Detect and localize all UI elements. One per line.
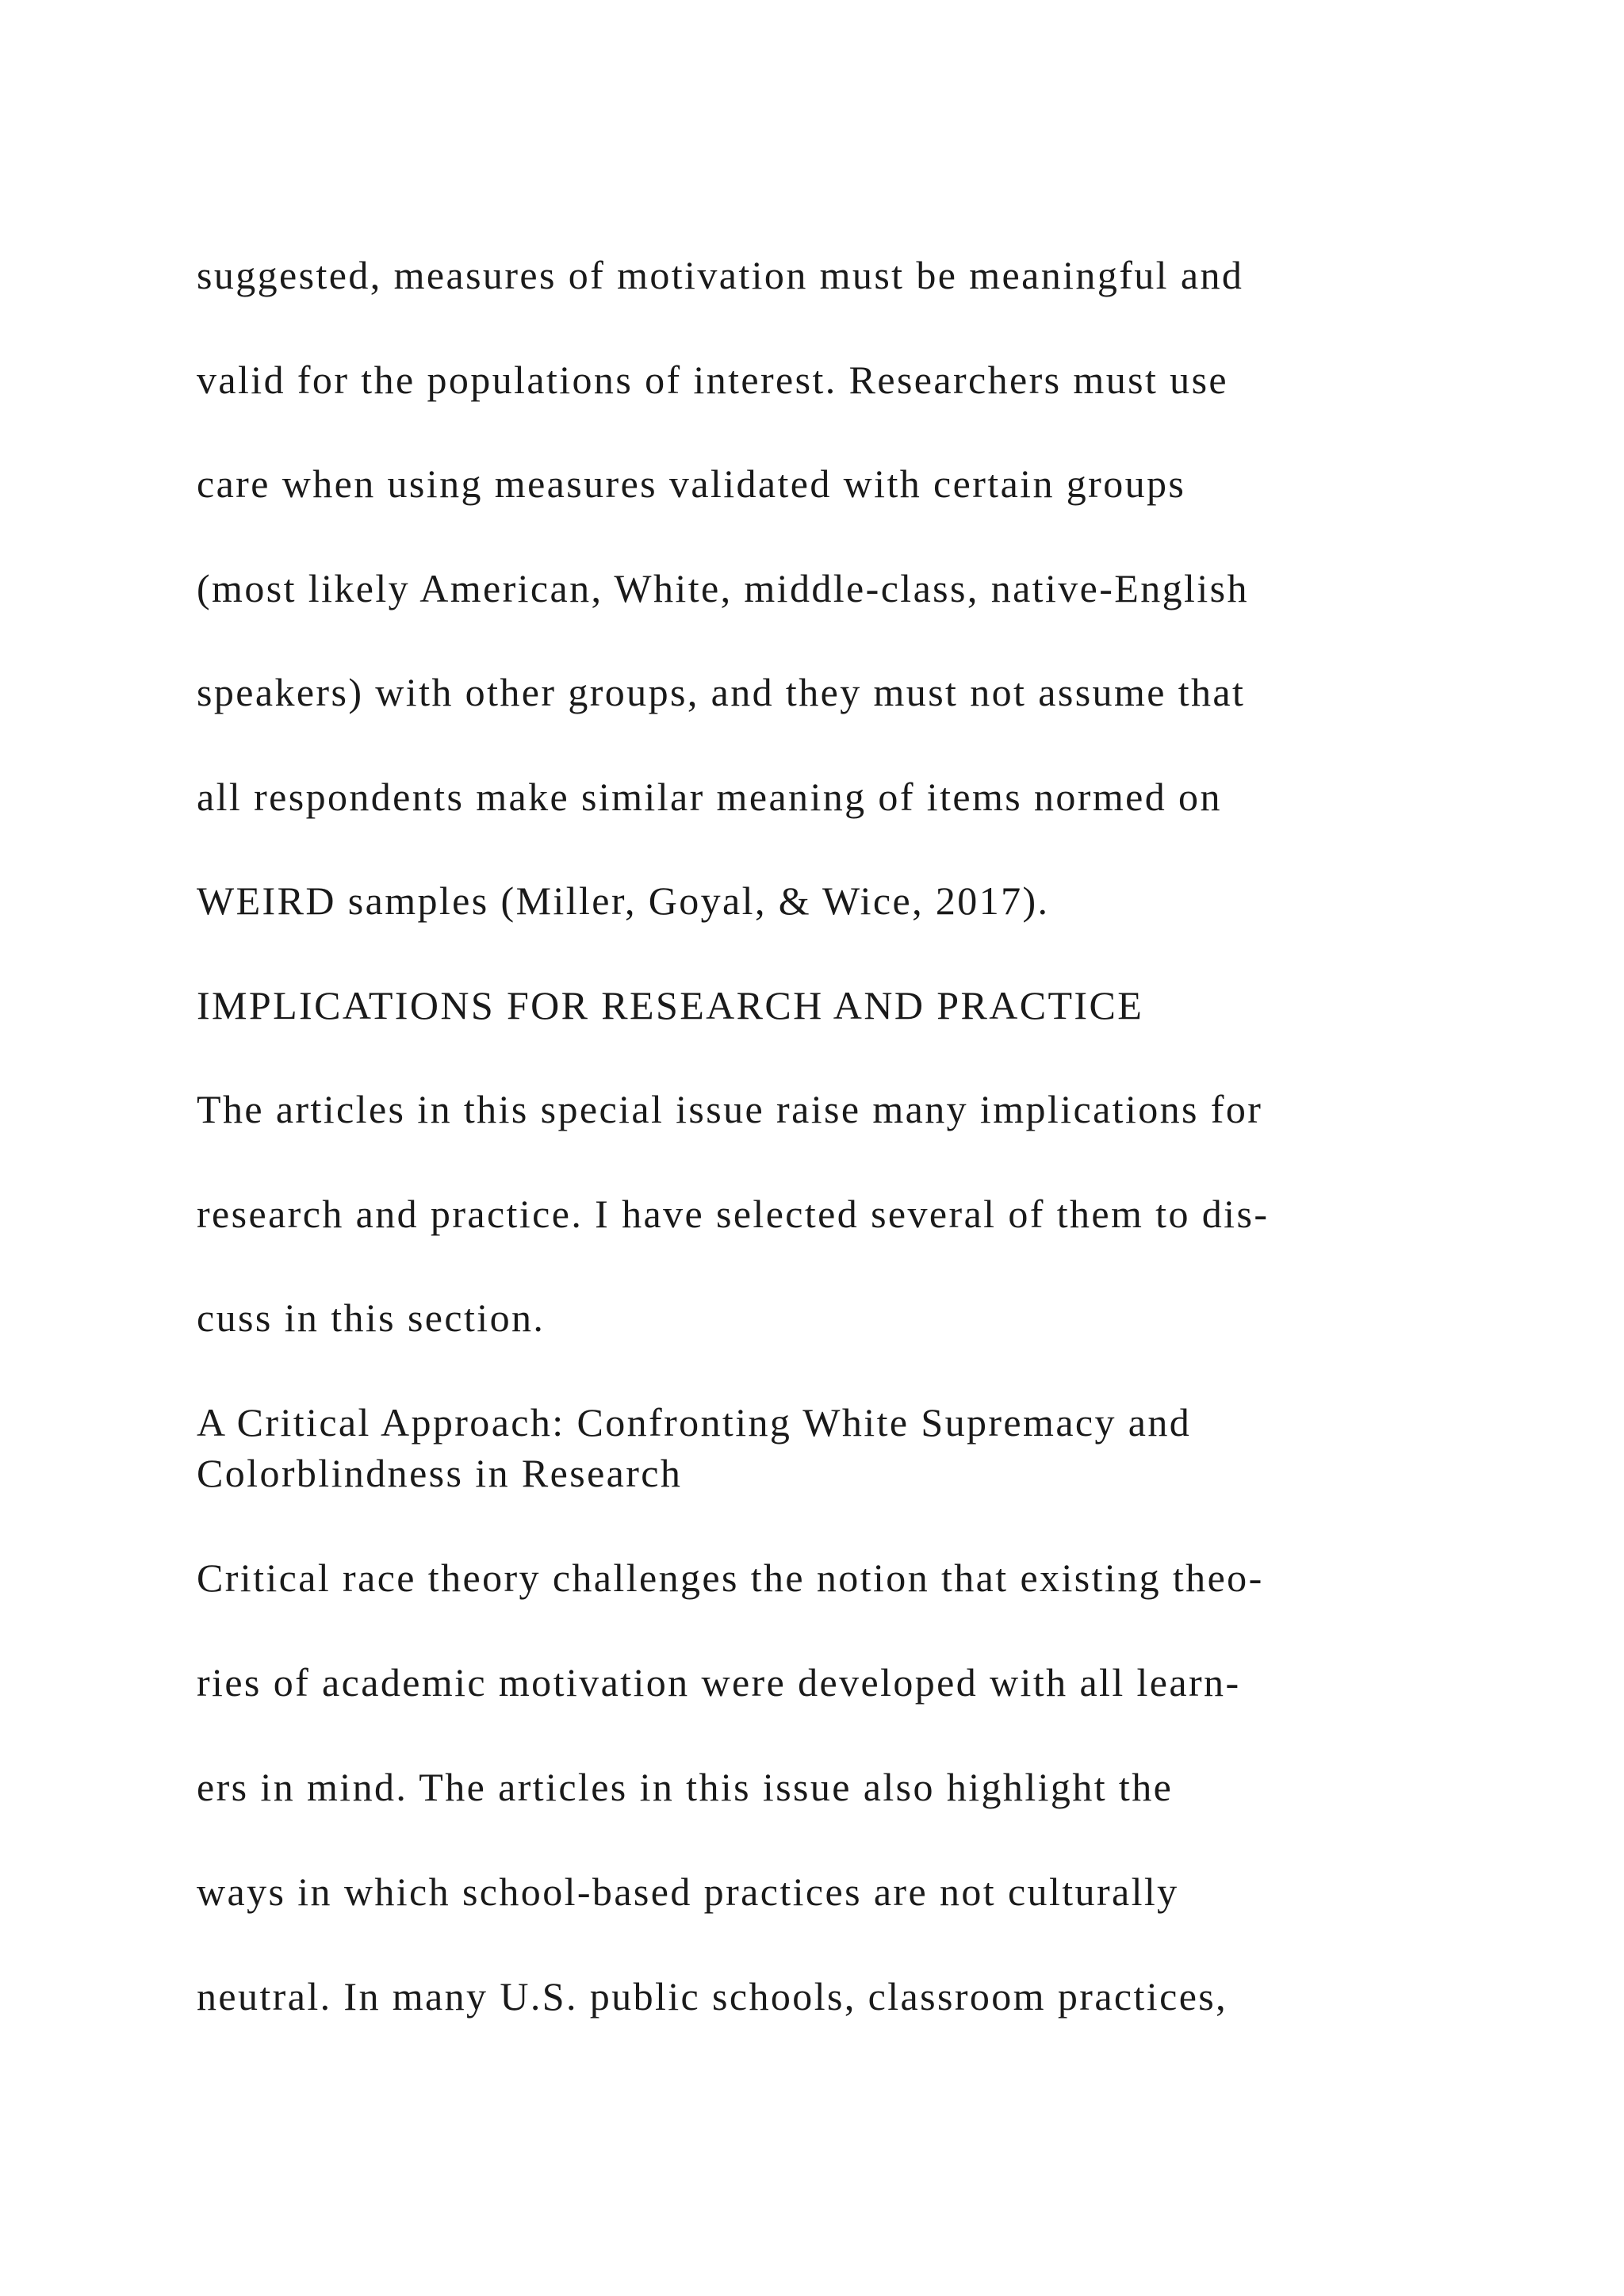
body-text-line: ways in which school-based practices are not culturally — [197, 1869, 1179, 1914]
body-text-line: cuss in this section. — [197, 1295, 546, 1340]
body-text-line: WEIRD samples (Miller, Goyal, & Wice, 2017). — [197, 878, 1050, 923]
subheading-line: A Critical Approach: Confronting White Supremacy and — [197, 1400, 1192, 1445]
body-text-line: valid for the populations of interest. Researchers must use — [197, 358, 1229, 402]
body-text-line: ers in mind. The articles in this issue also highlight the — [197, 1765, 1174, 1809]
body-text-line: all respondents make similar meaning of items normed on — [197, 775, 1222, 819]
body-text-line: research and practice. I have selected several of them to dis- — [197, 1192, 1270, 1236]
body-text-line: Critical race theory challenges the notion that existing theo- — [197, 1556, 1264, 1600]
body-text-line: speakers) with other groups, and they must not assume that — [197, 670, 1246, 714]
section-heading: IMPLICATIONS FOR RESEARCH AND PRACTICE — [197, 983, 1144, 1027]
subheading-line: Colorblindness in Research — [197, 1451, 683, 1495]
body-text-line: (most likely American, White, middle-class, native-English — [197, 566, 1249, 610]
body-text-line: ries of academic motivation were developed with all learn- — [197, 1660, 1241, 1705]
body-text-line: neutral. In many U.S. public schools, classroom practices, — [197, 1974, 1228, 2019]
body-text-line: suggested, measures of motivation must be meaningful and — [197, 253, 1244, 297]
body-text-line: The articles in this special issue raise many implications for — [197, 1087, 1263, 1131]
body-text-line: care when using measures validated with certain groups — [197, 461, 1186, 506]
